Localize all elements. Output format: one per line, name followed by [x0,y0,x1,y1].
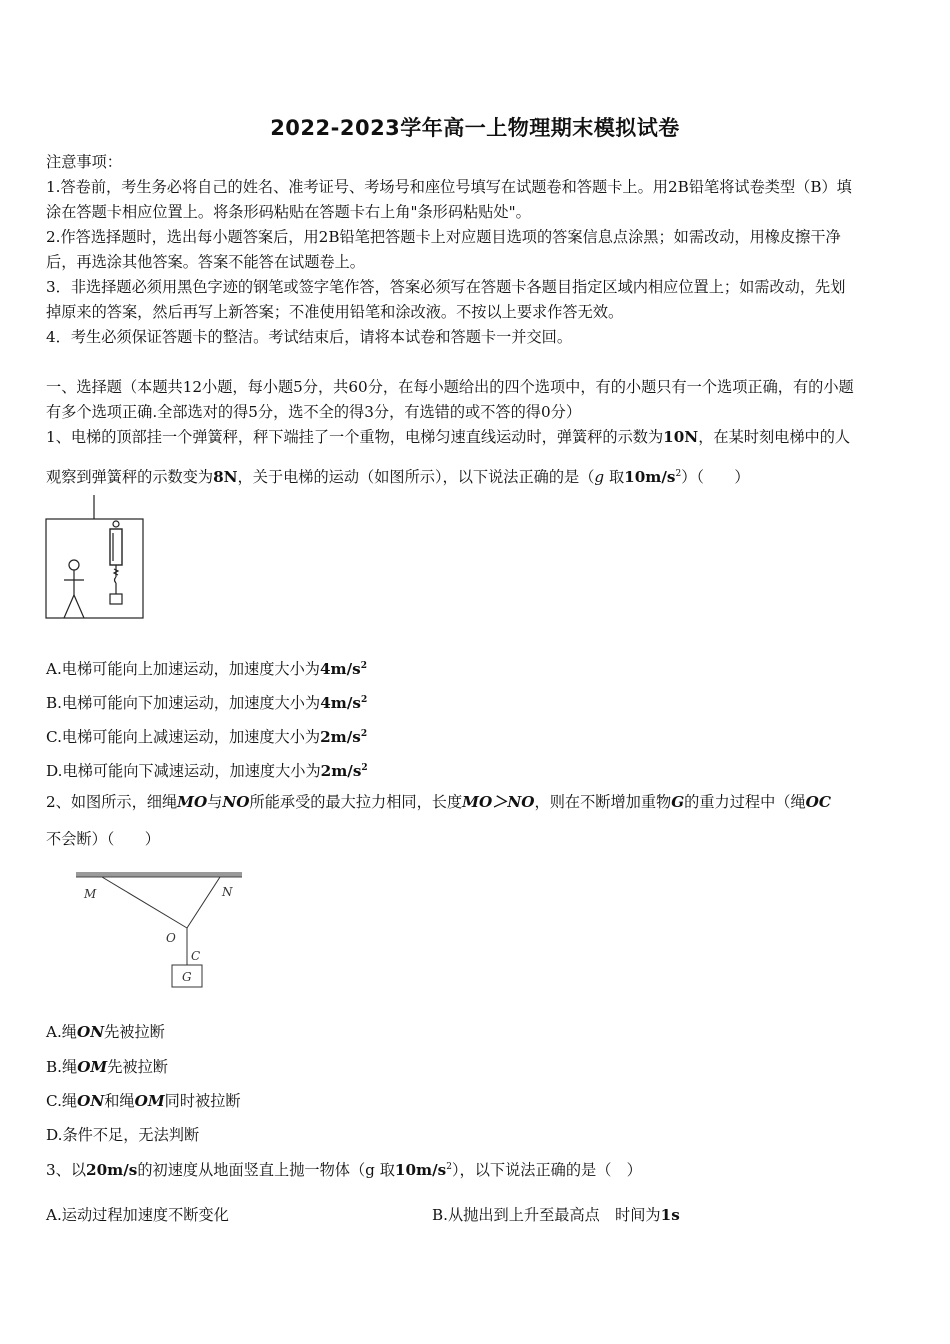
section-header: 有多个选项正确.全部选对的得5分，选不全的得3分，有选错的或不答的得0分） [46,403,582,421]
label-o: O [166,931,176,945]
notice-line: 掉原来的答案，然后再写上新答案；不准使用铅笔和涂改液。不按以上要求作答无效。 [46,303,624,321]
notice-line: 2.作答选择题时，选出每小题答案后，用2B铅笔把答题卡上对应题目选项的答案信息点涂黑；如需改动，用橡皮擦干净 [46,228,841,246]
question-1-option-c: C.电梯可能向上减速运动，加速度大小为$2m/s^2$ [46,728,368,746]
page-title: 2022-2023学年高一上物理期末模拟试卷 [270,116,680,140]
label-g: G [182,970,192,984]
notice-line: 1.答卷前，考生务必将自己的姓名、准考证号、考场号和座位号填写在试题卷和答题卡上。用2B铅笔将试卷类型（B）填 [46,178,852,196]
rope-figure [72,868,248,992]
question-1-stem: 观察到弹簧秤的示数变为8N，关于电梯的运动（如图所示），以下说法正确的是（g 取$10m/s^2$）（ ） [46,468,750,486]
notice-line: 4．考生必须保证答题卡的整洁。考试结束后，请将本试卷和答题卡一并交回。 [46,328,573,346]
question-2-stem: 不会断）（ ） [46,830,160,848]
question-2-option-c: C.绳ON和绳OM同时被拉断 [46,1092,241,1110]
label-c: C [191,949,201,963]
question-3-option-a: A.运动过程加速度不断变化 [46,1206,229,1224]
question-1-option-b: B.电梯可能向下加速运动，加速度大小为$4m/s^2$ [46,694,368,712]
question-3-stem: 3、以20m/s的初速度从地面竖直上抛一物体（g 取$10m/s^2$），以下说法正确的是（ ） [46,1161,642,1179]
question-3-option-b: B.从抛出到上升至最高点 时间为1s [432,1206,680,1224]
notice-line: 后，再选涂其他答案。答案不能答在试题卷上。 [46,253,365,271]
label-m: M [84,887,97,901]
notice-line: 3．非选择题必须用黑色字迹的钢笔或签字笔作答，答案必须写在答题卡各题目指定区域内相应位置上；如需改动，先划 [46,278,846,296]
question-1-option-d: D.电梯可能向下减速运动，加速度大小为$2m/s^2$ [46,762,368,780]
label-n: N [222,885,233,899]
question-1-option-a: A.电梯可能向上加速运动，加速度大小为$4m/s^2$ [46,660,367,678]
question-2-stem: 2、如图所示，细绳MO与NO所能承受的最大拉力相同，长度MO＞NO，则在不断增加重物G的重力过程中（绳OC [46,793,831,811]
notice-heading: 注意事项： [46,153,122,171]
section-header: 一、选择题（本题共12小题，每小题5分，共60分，在每小题给出的四个选项中，有的小题只有一个选项正确，有的小题 [46,378,854,396]
notice-line: 涂在答题卡相应位置上。将条形码粘贴在答题卡右上角"条形码粘贴处"。 [46,203,531,221]
question-2-option-b: B.绳OM先被拉断 [46,1058,168,1076]
question-2-option-a: A.绳ON先被拉断 [46,1023,165,1041]
elevator-figure [44,493,148,621]
question-2-option-d: D.条件不足，无法判断 [46,1126,200,1144]
question-1-stem: 1、电梯的顶部挂一个弹簧秤，秤下端挂了一个重物，电梯匀速直线运动时，弹簧秤的示数为10N，在某时刻电梯中的人 [46,428,851,446]
